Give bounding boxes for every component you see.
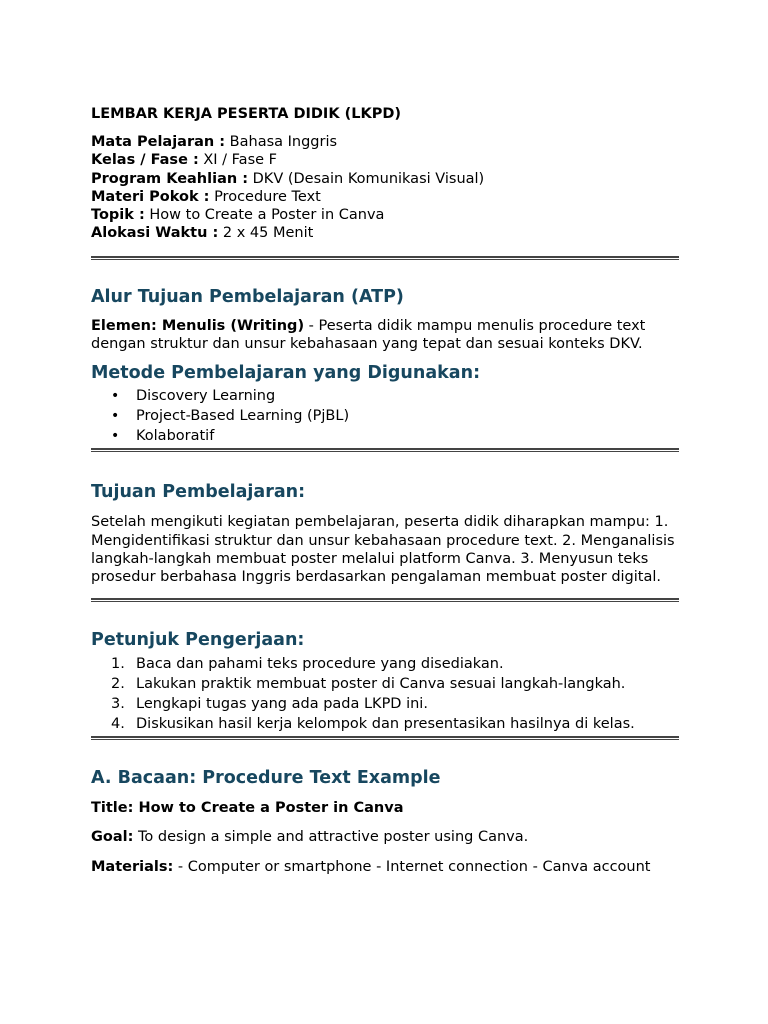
bullet-icon: • [111,388,120,405]
meta-topic [91,206,679,224]
meta-subject [91,133,679,151]
meta-value: Procedure Text [214,188,321,205]
worksheet-page [91,104,679,876]
meta-label: Kelas / Fase : [91,152,199,169]
tujuan-paragraph: Setelah mengikuti kegiatan pembelajaran, peserta didik diharapkan mampu: 1. Mengidentifikasi struktur dan unsur kebahasaan procedure text. 2. Menganalisis langkah-langkah membuat poster melalui platform Canva. 3. Menyusun teks prosedur berbahasa Inggris berdasarkan pengalaman membuat poster digital. [91,514,675,586]
meta-value: 2 x 45 Menit [222,225,314,242]
meta-value: DKV (Desain Komunikasi Visual) [252,170,485,187]
meta-label: Mata Pelajaran : [91,134,226,150]
bullet-icon: • [111,408,120,425]
atp-paragraph [91,317,679,354]
section-divider [91,256,679,260]
meta-value: XI / Fase F [203,152,277,169]
list-item [91,694,679,714]
section-divider [91,598,679,602]
petunjuk-list [91,654,679,734]
list-item [91,406,679,426]
step-number: 3. [111,695,125,712]
meta-label: Topik : [91,207,145,224]
meta-class [91,151,679,169]
bacaan-heading: A. Bacaan: Procedure Text Example [91,767,441,788]
document-title: LEMBAR KERJA PESERTA DIDIK (LKPD) [91,106,402,122]
list-item [91,674,679,694]
goal-label: Goal: [91,828,134,845]
metadata-block [91,133,679,243]
section-divider [91,448,679,452]
atp-element-text: - Peserta didik mampu menulis procedure text dengan struktur dan unsur kebahasaan yang tepat dan sesuai konteks DKV. [91,317,646,353]
meta-time [91,224,679,242]
list-item [91,386,679,406]
step-number: 1. [111,655,125,672]
goal-text: To design a simple and attractive poster using Canva. [133,828,529,845]
bullet-icon: • [111,428,120,445]
list-item [91,714,679,734]
meta-value: Bahasa Inggris [229,134,338,150]
petunjuk-heading: Petunjuk Pengerjaan: [91,629,305,650]
section-divider [91,736,679,740]
step-number: 4. [111,715,125,732]
list-item [91,426,679,446]
bacaan-title: Title: How to Create a Poster in Canva [91,799,404,816]
meta-label: Materi Pokok : [91,188,210,205]
step-text: Baca dan pahami teks procedure yang disediakan. [136,655,504,672]
atp-element-label: Elemen: Menulis (Writing) [91,317,305,334]
meta-value: How to Create a Poster in Canva [149,207,385,224]
meta-topic-main [91,188,679,206]
step-number: 2. [111,675,125,692]
step-text: Lengkapi tugas yang ada pada LKPD ini. [136,695,428,712]
list-item-text: Project-Based Learning (PjBL) [136,408,350,425]
meta-program [91,170,679,188]
step-text: Lakukan praktik membuat poster di Canva sesuai langkah-langkah. [136,675,626,692]
atp-heading: Alur Tujuan Pembelajaran (ATP) [91,286,404,307]
metode-heading: Metode Pembelajaran yang Digunakan: [91,363,481,384]
list-item-text: Discovery Learning [136,388,276,405]
bacaan-goal [91,828,679,846]
materials-text: - Computer or smartphone - Internet connection - Canva account [173,859,651,876]
meta-label: Alokasi Waktu : [91,225,219,242]
materials-label: Materials: [91,859,174,876]
list-item-text: Kolaboratif [136,428,215,445]
metode-list [91,386,679,446]
meta-label: Program Keahlian : [91,170,249,187]
list-item [91,654,679,674]
step-text: Diskusikan hasil kerja kelompok dan presentasikan hasilnya di kelas. [136,715,635,732]
bacaan-materials [91,858,679,876]
tujuan-heading: Tujuan Pembelajaran: [91,482,306,503]
